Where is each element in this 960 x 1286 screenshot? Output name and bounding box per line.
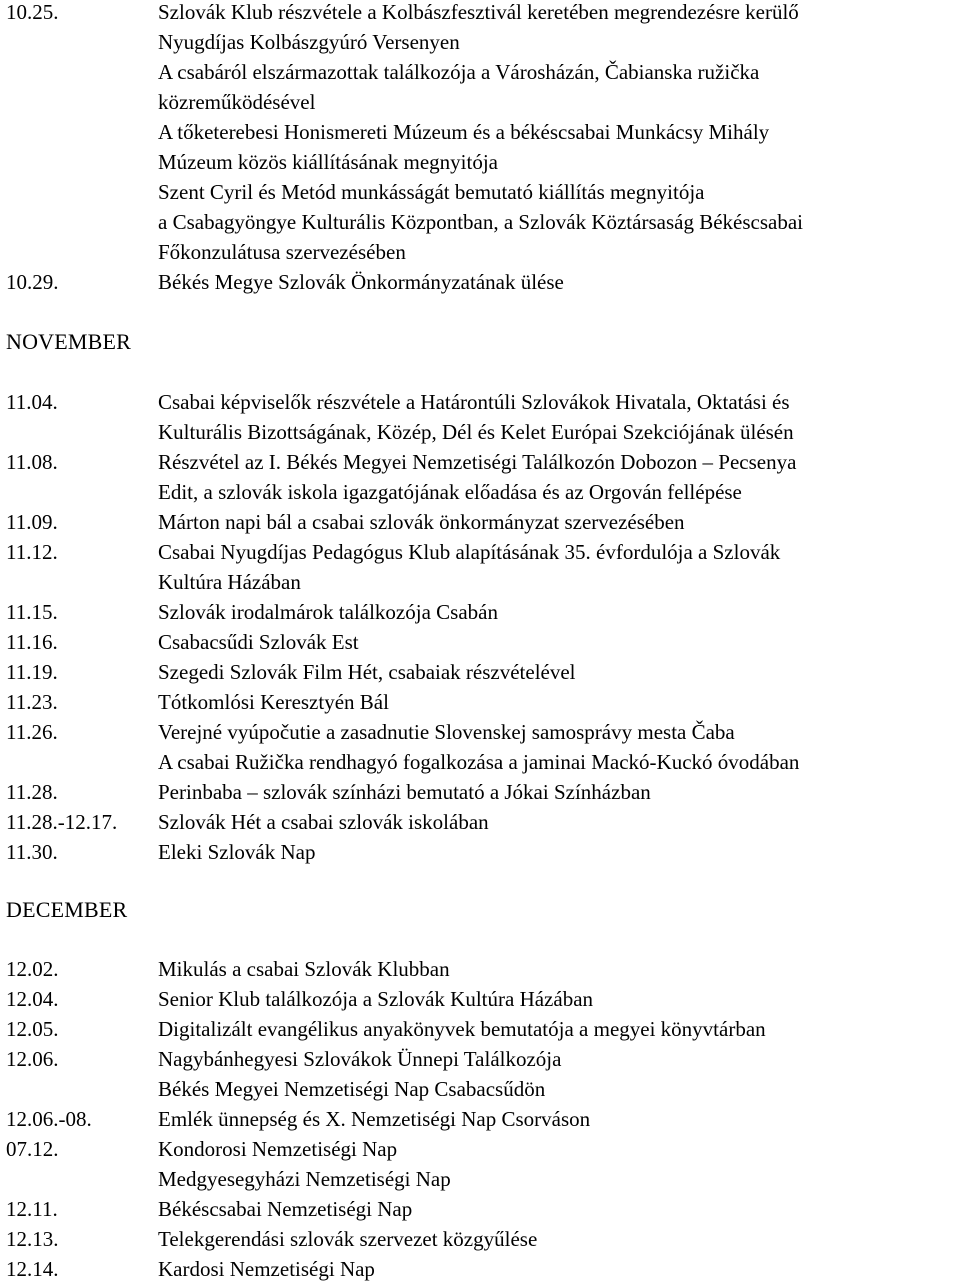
entry-date: 12.06.-08. bbox=[6, 1107, 92, 1131]
entry-row bbox=[6, 87, 960, 117]
entry-row bbox=[6, 1254, 960, 1284]
entry-date: 07.12. bbox=[6, 1137, 59, 1161]
entry-row bbox=[6, 567, 960, 597]
entry-text: Szent Cyril és Metód munkásságát bemutató kiállítás megnyitója bbox=[158, 180, 705, 204]
entry-text: Perinbaba – szlovák színházi bemutató a Jókai Színházban bbox=[158, 780, 651, 804]
entry-row bbox=[6, 1194, 960, 1224]
entry-row bbox=[6, 537, 960, 567]
entry-row bbox=[6, 954, 960, 984]
entry-text: Békés Megyei Nemzetiségi Nap Csabacsűdön bbox=[158, 1077, 546, 1101]
entry-text: Szegedi Szlovák Film Hét, csabaiak részvételével bbox=[158, 660, 576, 684]
entry-row bbox=[6, 1224, 960, 1254]
entry-row bbox=[6, 387, 960, 417]
entry-text: Nagybánhegyesi Szlovákok Ünnepi Találkozója bbox=[158, 1047, 562, 1071]
entry-date: 12.04. bbox=[6, 987, 59, 1011]
entry-date: 11.28.-12.17. bbox=[6, 810, 118, 834]
entry-text: Kultúra Házában bbox=[158, 570, 301, 594]
entry-text: Csabai Nyugdíjas Pedagógus Klub alapításának 35. évfordulója a Szlovák bbox=[158, 540, 781, 564]
entry-row bbox=[6, 807, 960, 837]
entry-row bbox=[6, 1134, 960, 1164]
entry-row bbox=[6, 1044, 960, 1074]
entry-text: Szlovák Hét a csabai szlovák iskolában bbox=[158, 810, 489, 834]
entry-date: 11.09. bbox=[6, 510, 58, 534]
entry-row bbox=[6, 57, 960, 87]
entry-text: Emlék ünnepség és X. Nemzetiségi Nap Csorváson bbox=[158, 1107, 591, 1131]
entry-text: Márton napi bál a csabai szlovák önkormányzat szervezésében bbox=[158, 510, 685, 534]
entry-text: A tőketerebesi Honismereti Múzeum és a békéscsabai Munkácsy Mihály bbox=[158, 120, 770, 144]
entry-row bbox=[6, 477, 960, 507]
entry-text: A csabáról elszármazottak találkozója a Városházán, Čabianska ružička bbox=[158, 60, 760, 84]
entry-row bbox=[6, 747, 960, 777]
entry-text: Mikulás a csabai Szlovák Klubban bbox=[158, 957, 450, 981]
entry-date: 11.19. bbox=[6, 660, 58, 684]
entry-text: A csabai Ružička rendhagyó fogalkozása a jaminai Mackó-Kuckó óvodában bbox=[158, 750, 800, 774]
entry-text: Verejné vyúpočutie a zasadnutie Slovenskej samosprávy mesta Čaba bbox=[158, 720, 735, 744]
entry-row bbox=[6, 777, 960, 807]
entry-text: Csabai képviselők részvétele a Határontúli Szlovákok Hivatala, Oktatási és bbox=[158, 390, 790, 414]
entry-row bbox=[6, 1074, 960, 1104]
entry-date: 12.14. bbox=[6, 1257, 59, 1281]
entry-row bbox=[6, 1164, 960, 1194]
entry-text: Kardosi Nemzetiségi Nap bbox=[158, 1257, 375, 1281]
entry-row bbox=[6, 447, 960, 477]
entry-date: 11.28. bbox=[6, 780, 58, 804]
entry-date: 10.29. bbox=[6, 270, 59, 294]
entry-row bbox=[6, 0, 960, 27]
entry-text: Csabacsűdi Szlovák Est bbox=[158, 630, 359, 654]
entry-text: Múzeum közös kiállításának megnyitója bbox=[158, 150, 498, 174]
entry-row bbox=[6, 717, 960, 747]
entry-text: Kulturális Bizottságának, Közép, Dél és Kelet Európai Szekciójának ülésén bbox=[158, 420, 794, 444]
entry-date: 11.08. bbox=[6, 450, 58, 474]
entry-text: Nyugdíjas Kolbászgyúró Versenyen bbox=[158, 30, 460, 54]
entry-date: 12.06. bbox=[6, 1047, 59, 1071]
entry-text: Részvétel az I. Békés Megyei Nemzetiségi Találkozón Dobozon – Pecsenya bbox=[158, 450, 797, 474]
entry-date: 11.04. bbox=[6, 390, 58, 414]
entry-row bbox=[6, 597, 960, 627]
month-heading-december: DECEMBER bbox=[6, 897, 128, 922]
entry-row bbox=[6, 1104, 960, 1134]
entry-text: Digitalizált evangélikus anyakönyvek bemutatója a megyei könyvtárban bbox=[158, 1017, 766, 1041]
entry-date: 11.16. bbox=[6, 630, 58, 654]
entry-text: a Csabagyöngye Kulturális Központban, a Szlovák Köztársaság Békéscsabai bbox=[158, 210, 803, 234]
entry-date: 11.23. bbox=[6, 690, 58, 714]
entry-text: Békéscsabai Nemzetiségi Nap bbox=[158, 1197, 413, 1221]
entry-row bbox=[6, 657, 960, 687]
entry-date: 12.02. bbox=[6, 957, 59, 981]
entry-row bbox=[6, 837, 960, 867]
entry-row bbox=[6, 117, 960, 147]
entry-text: Senior Klub találkozója a Szlovák Kultúra Házában bbox=[158, 987, 594, 1011]
entry-text: Békés Megye Szlovák Önkormányzatának ülése bbox=[158, 270, 564, 294]
entry-text: Tótkomlósi Keresztyén Bál bbox=[158, 690, 389, 714]
month-heading-november: NOVEMBER bbox=[6, 329, 132, 354]
entry-date: 12.05. bbox=[6, 1017, 59, 1041]
entry-row bbox=[6, 267, 960, 297]
entry-text: Eleki Szlovák Nap bbox=[158, 840, 316, 864]
entry-date: 12.11. bbox=[6, 1197, 58, 1221]
entry-text: Telekgerendási szlovák szervezet közgyűlése bbox=[158, 1227, 538, 1251]
entry-date: 11.26. bbox=[6, 720, 58, 744]
entry-row bbox=[6, 984, 960, 1014]
entry-row bbox=[6, 1014, 960, 1044]
entry-row bbox=[6, 417, 960, 447]
entry-text: Kondorosi Nemzetiségi Nap bbox=[158, 1137, 398, 1161]
entry-date: 11.15. bbox=[6, 600, 58, 624]
entry-date: 12.13. bbox=[6, 1227, 59, 1251]
entry-row bbox=[6, 147, 960, 177]
entry-text: Szlovák Klub részvétele a Kolbászfesztivál keretében megrendezésre kerülő bbox=[158, 0, 799, 24]
entry-date: 11.30. bbox=[6, 840, 58, 864]
entry-date: 11.12. bbox=[6, 540, 58, 564]
entry-text: közreműködésével bbox=[158, 90, 316, 114]
entry-text: Medgyesegyházi Nemzetiségi Nap bbox=[158, 1167, 451, 1191]
entry-text: Szlovák irodalmárok találkozója Csabán bbox=[158, 600, 498, 624]
entry-row bbox=[6, 687, 960, 717]
entry-text: Edit, a szlovák iskola igazgatójának előadása és az Orgován fellépése bbox=[158, 480, 742, 504]
entry-row bbox=[6, 507, 960, 537]
entry-row bbox=[6, 207, 960, 237]
entry-row bbox=[6, 177, 960, 207]
entry-row bbox=[6, 27, 960, 57]
entry-row bbox=[6, 237, 960, 267]
entry-row bbox=[6, 627, 960, 657]
entry-text: Főkonzulátusa szervezésében bbox=[158, 240, 406, 264]
entry-date: 10.25. bbox=[6, 0, 59, 24]
